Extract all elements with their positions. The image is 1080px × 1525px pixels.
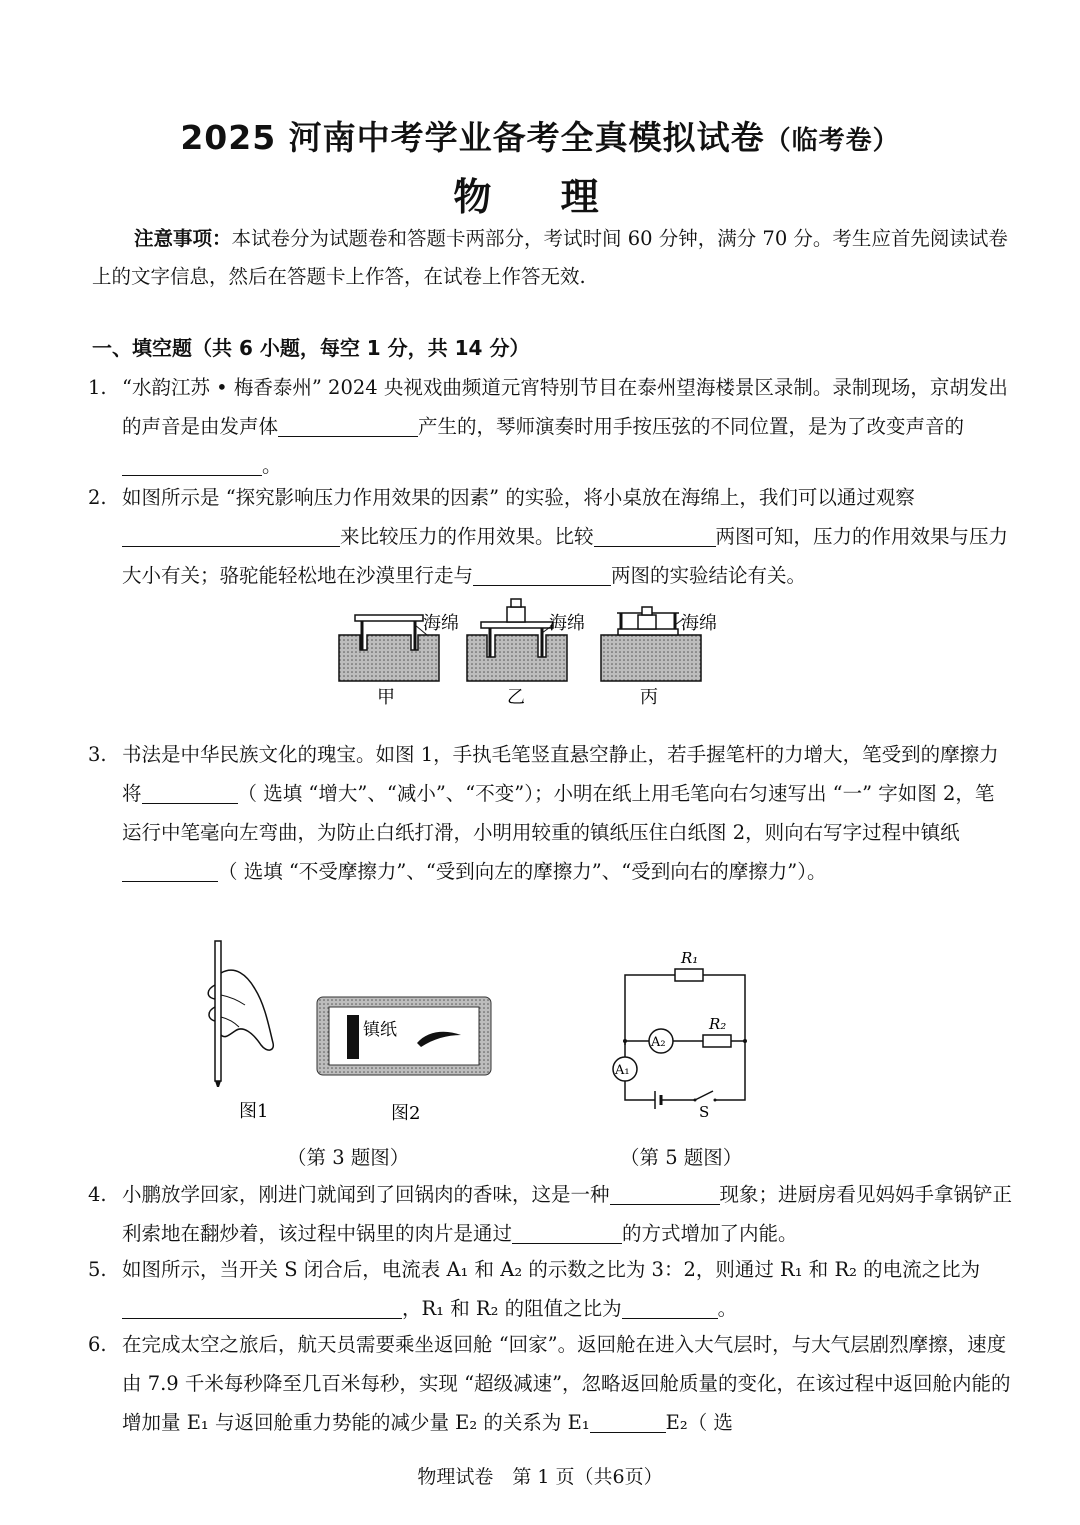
answer-blank [610,1182,720,1205]
answer-blank [278,414,418,437]
answer-blank [122,524,340,547]
answer-blank [122,1296,402,1319]
question-4: 4. 小鹏放学回家，刚进门就闻到了回锅肉的香味，这是一种 现象；进厨房看见妈妈手拿锅铲正利索地在翻炒着，该过程中锅里的肉片是通过 的方式增加了内能。 [88,1175,1013,1253]
paperweight-label: 镇纸 [363,1020,397,1040]
answer-blank [122,859,218,882]
question-2: 2. 如图所示是 “探究影响压力作用效果的因素” 的实验，将小桌放在海绵上，我们可以通过观察来比较压力的作用效果。比较 两图可知，压力的作用效果与压力大小有关；骆驼能轻松地在沙漠里行走与 两图的实验结论有关。 [88,478,1013,595]
paperweight-figure [315,995,495,1125]
fig-label-a: 甲 [377,687,395,708]
question-1: 1. “水韵江苏 • 梅香泰州” 2024 央视戏曲频道元宵特别节目在泰州望海楼景区录制。录制现场，京胡发出的声音是由发声体 产生的，琴师演奏时用手按压弦的不同位置，是为了改变声音的。 [88,368,1013,485]
sponge-label: 海绵 [423,613,459,634]
exam-title: 2025 河南中考学业备考全真模拟试卷（临考卷） [180,118,900,157]
question-number: 4. [88,1183,107,1206]
fig1-label: 图1 [239,1101,269,1122]
notice [92,220,1012,296]
sponge-c [601,607,717,708]
answer-blank [594,524,716,547]
pressure-experiment-figure [335,595,735,710]
switch-label: S [699,1103,710,1120]
answer-blank [590,1410,666,1433]
question-number: 2. [88,486,107,509]
answer-blank [142,781,238,804]
question-number: 1. [88,376,107,399]
r1-label: R₁ [681,949,699,967]
subject-title: 物 理 [453,175,627,219]
r2-label: R₂ [709,1015,727,1033]
sponge-b [467,599,585,708]
question-5: 5. 如图所示，当开关 S 闭合后，电流表 A₁ 和 A₂ 的示数之比为 3：2，则通过 R₁ 和 R₂ 的电流之比为，R₁ 和 R₂ 的阻值之比为 。 [88,1250,1013,1328]
sponge-a [339,613,459,708]
fig5-caption: （第 5 题图） [620,1146,743,1169]
ammeter-a2-label: A₂ [651,1035,666,1050]
exam-title-suffix: （临考卷） [764,126,900,156]
circuit-diagram [595,945,765,1120]
question-number: 5. [88,1258,107,1281]
fig2-label: 图2 [391,1103,421,1124]
question-3: 3. 书法是中华民族文化的瑰宝。如图 1，手执毛笔竖直悬空静止，若手握笔杆的力增大，笔受到的摩擦力将 （ 选填 “增大”、“减小”、“不变”）；小明在纸上用毛笔向右匀速写出 “一” 字如图 2，笔运行中笔毫向左弯曲，为防止白纸打滑，小明用较重的镇纸压住白纸图 2，则向右写字过程中镇纸（ 选填 “不受摩擦力”、“受到向左的摩擦力”、“受到向右的摩擦力”）。 [88,735,1013,891]
answer-blank [473,563,611,586]
notice-label: 注意事项： [134,227,232,250]
page-footer: 物理试卷 第 1 页（共6页） [417,1466,663,1488]
answer-blank [622,1296,718,1319]
question-6: 6. 在完成太空之旅后，航天员需要乘坐返回舱 “回家”。返回舱在进入大气层时，与大气层剧烈摩擦，速度由 7.9 千米每秒降至几百米每秒，实现 “超级减速”，忽略返回舱质量的变化，在该过程中返回舱内能的增加量 E₁ 与返回舱重力势能的减少量 E₂ 的关系为 E₁ E₂（ 选 [88,1325,1013,1442]
answer-blank [122,453,262,476]
brush-figure [195,935,295,1125]
notice-text: 本试卷分为试题卷和答题卡两部分，考试时间 60 分钟，满分 70 分。考生应首先阅读试卷上的文字信息，然后在答题卡上作答，在试卷上作答无效. [92,227,1008,288]
question-number: 6. [88,1333,107,1356]
question-number: 3. [88,743,107,766]
section-heading: 一、填空题（共 6 小题，每空 1 分，共 14 分） [92,336,530,360]
fig-label-c: 丙 [640,687,658,708]
answer-blank [512,1221,622,1244]
fig-label-b: 乙 [507,687,525,708]
sponge-label: 海绵 [681,613,717,634]
sponge-label: 海绵 [549,613,585,634]
fig3-caption: （第 3 题图） [287,1146,410,1169]
ammeter-a1-label: A₁ [615,1063,630,1078]
